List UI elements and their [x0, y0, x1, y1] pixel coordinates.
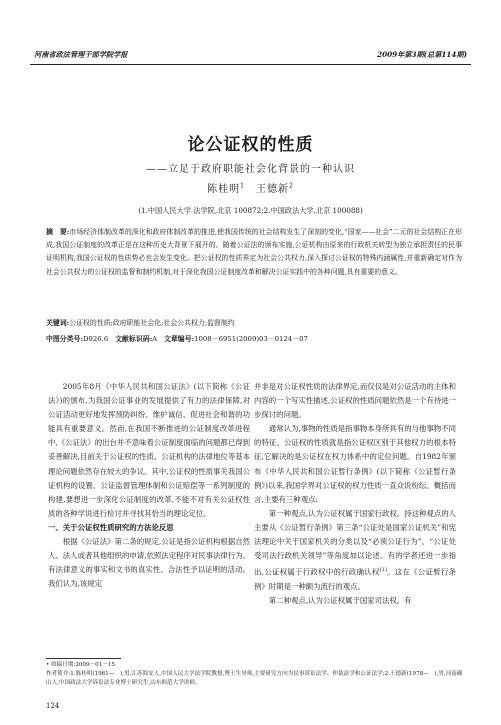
journal-name: 河南省政法管理干部学院学报 — [34, 50, 128, 59]
keywords-text: 公证权的性质;政府职能社会化;社会公共权力;监督制约 — [69, 319, 235, 327]
cls-label: 中图分类号: — [46, 335, 83, 343]
section-heading: 一、关于公证权性质研究的方法论反思 — [48, 522, 174, 532]
authors — [0, 180, 501, 195]
footnote-rule — [46, 658, 121, 659]
paragraph: 根据《公证法》第二条的规定,公证是指公证机构根据自然人、法人或者其他组织的申请,依照法定程序对民事法律行为、有法律意义的事实和文书的真实性、合法性予以证明的活动。我们认为,该规定 — [48, 537, 250, 589]
article-no-label: 文章编号: — [164, 335, 195, 343]
paragraph: 并非是对公证权性质的法律界定,而仅仅是对公证活动的主体和内容的一个写实性描述,公证权的性质问题依然是一个有待进一步探讨的问题。 — [254, 382, 456, 420]
paragraph — [254, 507, 456, 594]
cls-value: D926.6 — [83, 335, 109, 343]
abstract-label: 摘 要: — [46, 228, 70, 236]
keywords-label: 关键词: — [46, 319, 70, 327]
keywords — [46, 317, 462, 327]
author-1: 陈桂明 — [207, 184, 241, 195]
received-date: • 收稿日期:2009－01－15 — [46, 662, 115, 668]
doc-code-value: A — [152, 335, 158, 343]
author-bio: 作者简介:1.陈桂明(1961— ),男,江苏海安人,中国人民大学法学院教授,博士生导师,主要研究方向为民事诉讼法学、仲裁法学和公证法学;2.王德新(1978— ),男,河南确山人,中国政法大学诉讼法专业博士研究生,山东师范大学讲师。 — [46, 671, 463, 686]
classification-line — [46, 333, 462, 343]
paragraph: 2005年8月《中华人民共和国公证法》(以下简称《公证法》)的颁布,为我国公证事业的发展提供了有力的法律保障,对公证活动更好地发挥预防纠纷、维护诚信、促进社会和谐的功能具有重要意义。然而,在我国不断推进的公证制度改革进程中,《公证法》的出台并不意味着公证制度面临的问题都已得到妥善解决,目前关于公证权的性质、公证机构的法律地位等基本理论问题依然存在较大的争议。其中,公证权的性质事关我国公证机构的设置、公证监督管理体制和公证赔偿等一系列制度的构建,要想进一步深化公证制度的改革,不能不对有关公证权性质的各种学说进行检讨并寻找其恰当的理论定位。 — [48, 382, 250, 518]
abstract-text: 市场经济体制改革的深化和政府体制改革的推进,使我国传统的社会结构发生了深刻的变化,“国家——社会”二元的社会结构正在形成,我国公证制度的改革正是在这种历史大背景下展开的。随着公证法的颁布实施,公证机构由原来的行政机关转型为独立承担责任的民事证明机构,我国公证权的性质势必也会发生变化。把公证权的性质界定为社会公共权力,深入探讨公证权的特殊内涵属性,并重新确定对作为社会公共权力的公证权的监督和制约机制,对于深化我国公证制度改革和解决公证实践中的各种问题,具有重要的意义。 — [46, 228, 463, 276]
abstract — [46, 226, 462, 279]
citation-mark: [1] — [379, 567, 387, 574]
author-1-mark: 1 — [240, 182, 245, 190]
footnote — [46, 661, 464, 688]
body-column-right — [254, 380, 456, 608]
author-2: 王德新 — [256, 184, 289, 195]
doc-code-label: 文献标识码: — [115, 335, 153, 343]
issue-info: 2009年第3期(总第114期) — [377, 50, 467, 59]
paragraph-text: 。这在《公证暂行条例》时期是一种颇为流行的观点。 — [254, 567, 456, 591]
header-rule — [30, 64, 471, 65]
paragraph: 通常认为,事物的性质是指事物本身所具有的与他事物不同的特征。公证权的性质就是指公证权区别于其他权力的根本特征,它解决的是公证权在权力体系中的定位问题。自1982年颁布《中华人民共和国公证暂行条例》(以下简称《公证暂行条例》)以来,我国学界对公证权的权力性质一直众说纷纭。概括而言,主要有三种观点: — [254, 424, 456, 504]
author-2-mark: 2 — [289, 182, 294, 190]
paragraph-text: 第一种观点,认为公证权属于国家行政权。持这种观点的人主要从《公证暂行条例》第三条“公证处是国家公证机关”和宪法理论中关于国家机关的分类以及“必须公证行为”、“公证处受司法行政机关领导”等角度加以论述。有的学者还进一步指出,公证权属于行政权中的行政确认权 — [254, 508, 456, 577]
body-column-left — [48, 380, 250, 591]
article-subtitle: ——立足于政府职能社会化背景的一种认识 — [146, 164, 355, 175]
page-number: 124 — [46, 702, 60, 710]
affiliation: (1.中国人民大学 法学院,北京 100872;2.中国政法大学,北京 100088) — [138, 206, 363, 215]
article-no-value: 1008－6951(2009)03－0124－07 — [194, 335, 308, 343]
article-title: 论公证权的性质 — [187, 135, 314, 155]
running-header — [30, 47, 471, 63]
paragraph: 第二种观点,认为公证权属于国家司法权。有 — [268, 595, 412, 605]
